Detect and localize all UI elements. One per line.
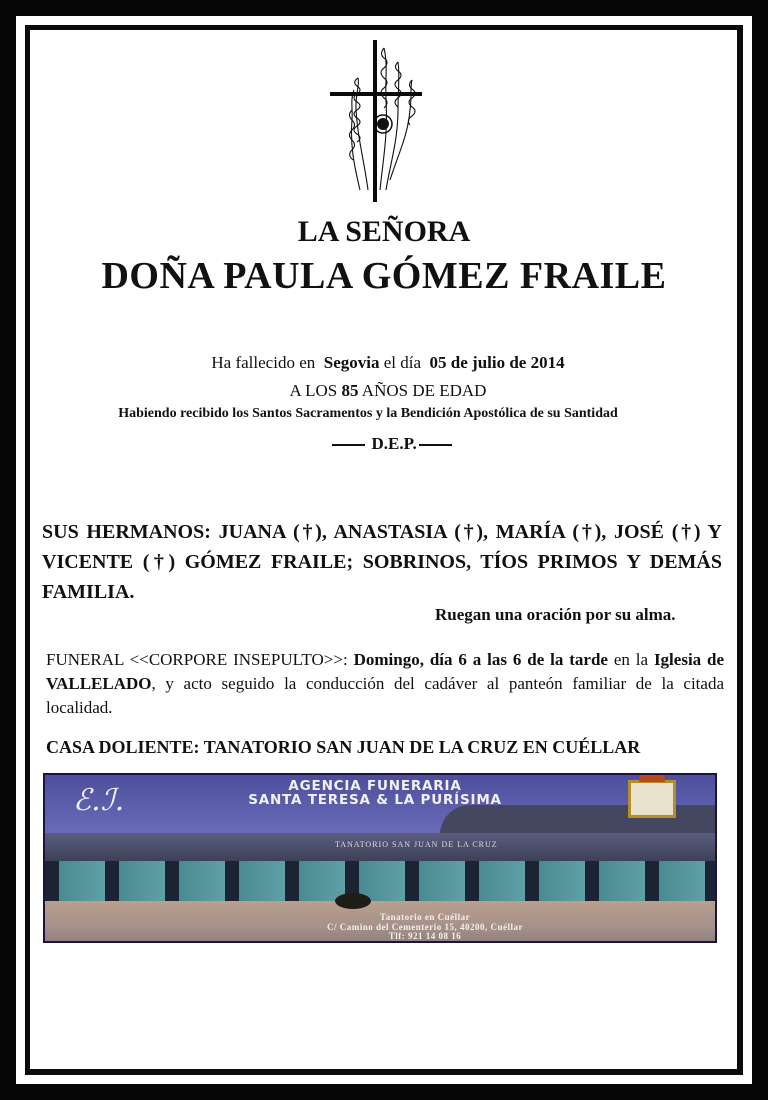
mourning-house bbox=[46, 737, 640, 758]
funeral-agency-banner bbox=[43, 773, 717, 943]
age-suffix: AÑOS DE EDAD bbox=[361, 381, 487, 400]
death-mid: el día bbox=[383, 353, 422, 372]
address-line2: C/ Camino del Cementerio 15, 40200, Cuéllar bbox=[327, 921, 523, 932]
funeral-when: Domingo, día 6 a las 6 de la tarde bbox=[353, 650, 608, 669]
agency-monogram-icon: ℰ.ℐ. bbox=[73, 783, 125, 818]
planter bbox=[335, 893, 371, 909]
address-line1: Tanatorio en Cuéllar bbox=[379, 912, 471, 922]
address-phone: Tlf: 921 14 08 16 bbox=[388, 931, 462, 941]
building-sign: TANATORIO SAN JUAN DE LA CRUZ bbox=[335, 840, 498, 849]
death-place: Segovia bbox=[323, 353, 380, 372]
casa-value: TANATORIO SAN JUAN DE LA CRUZ EN CUÉLLAR bbox=[203, 737, 641, 757]
funeral-details bbox=[46, 648, 724, 720]
family-list: SUS HERMANOS: JUANA (†), ANASTASIA (†), MARÍA (†), JOSÉ (†) Y VICENTE (†) GÓMEZ FRAILE; SOBRINOS, TÍOS PRIMOS Y DEMÁS FAMILIA. bbox=[42, 521, 722, 603]
agency-title-line2: SANTA TERESA & LA PURÍSIMA bbox=[248, 792, 502, 808]
crest-icon bbox=[628, 780, 676, 818]
sacraments-line: Habiendo recibido los Santos Sacramentos y la Bendición Apostólica de su Santidad bbox=[118, 406, 618, 421]
funeral-label: FUNERAL <<CORPORE INSEPULTO>>: bbox=[46, 650, 348, 669]
agency-title-line1: AGENCIA FUNERARIA bbox=[288, 778, 462, 794]
prayer-request: Ruegan una oración por su alma. bbox=[435, 605, 676, 624]
death-statement bbox=[4, 353, 768, 373]
funeral-text2: , y acto seguido la conducción del cadáver al panteón familiar de la citada localidad. bbox=[46, 674, 724, 717]
honorific-heading: LA SEÑORA bbox=[297, 215, 471, 248]
funeral-church: Iglesia de VALLELADO bbox=[46, 650, 725, 693]
agency-title bbox=[195, 779, 555, 807]
funeral-text1: en la bbox=[613, 650, 649, 669]
death-prefix: Ha fallecido en bbox=[211, 353, 316, 372]
casa-label: CASA DOLIENTE: bbox=[46, 737, 200, 757]
age-value: 85 bbox=[341, 381, 359, 400]
age-prefix: A LOS bbox=[289, 381, 338, 400]
building-facade bbox=[45, 861, 717, 901]
rip-line bbox=[8, 434, 768, 454]
cross-icon bbox=[328, 40, 424, 202]
age-statement bbox=[4, 381, 768, 401]
divider-right bbox=[419, 444, 452, 446]
agency-address bbox=[240, 913, 610, 942]
death-date: 05 de julio de 2014 bbox=[429, 353, 565, 372]
divider-left bbox=[332, 444, 365, 446]
deceased-name: DOÑA PAULA GÓMEZ FRAILE bbox=[101, 255, 667, 297]
rip-text: D.E.P. bbox=[371, 434, 417, 453]
